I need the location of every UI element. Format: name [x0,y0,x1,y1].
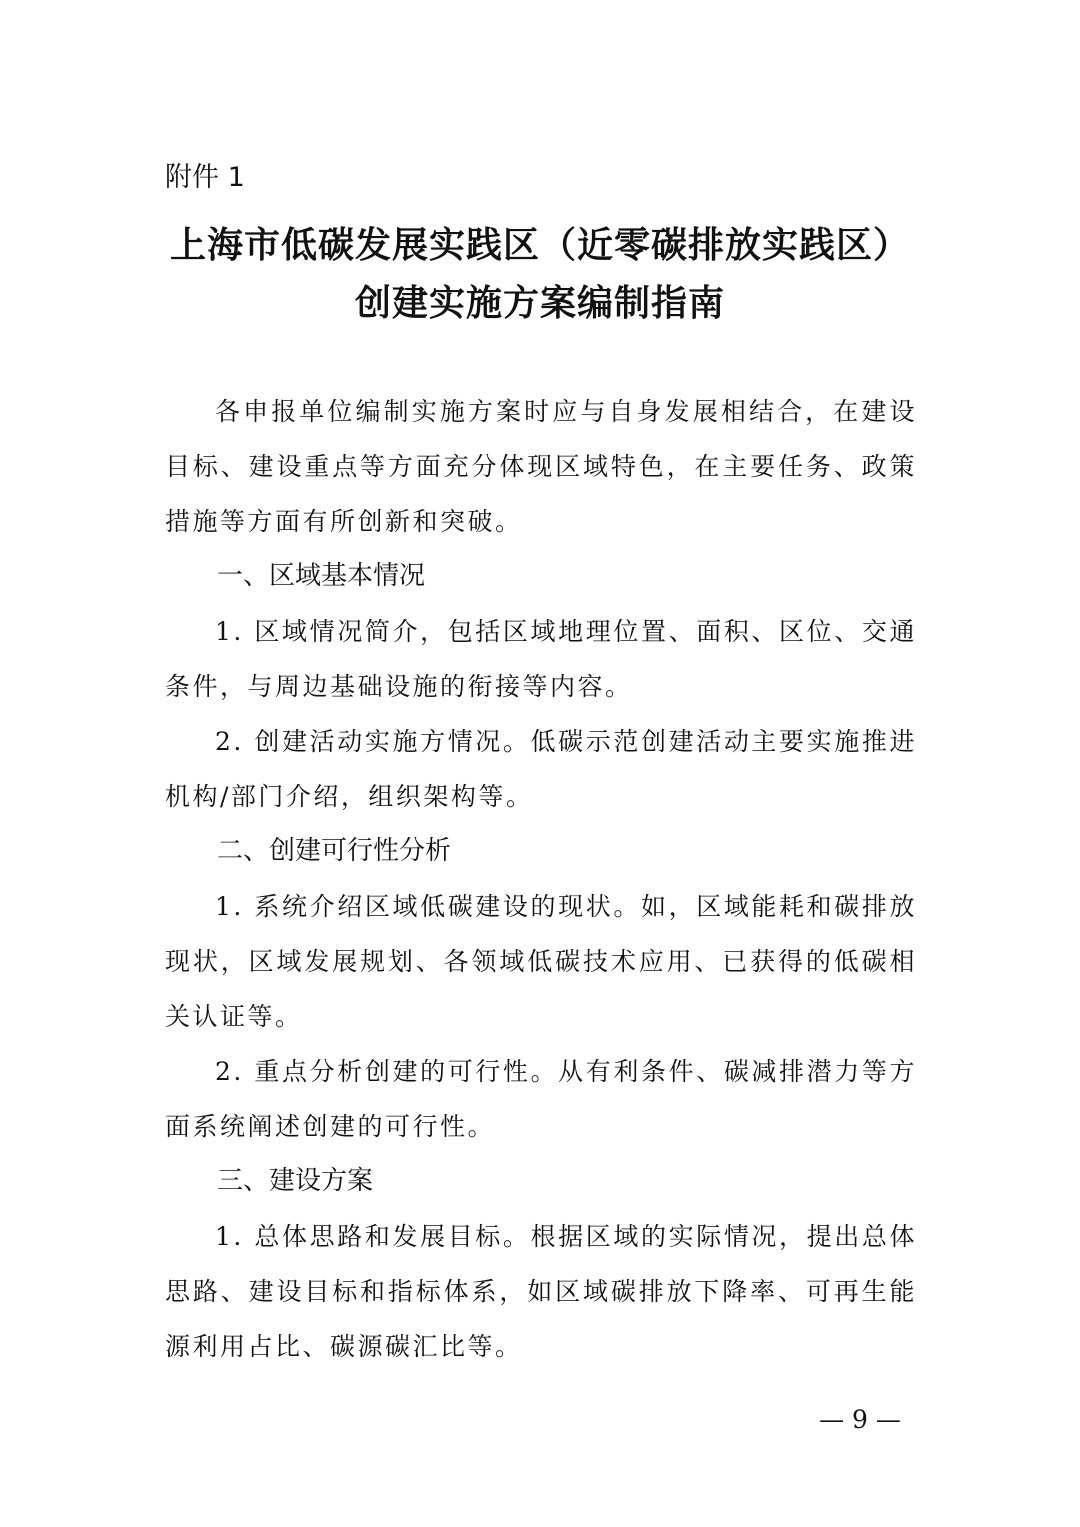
document-title [155,220,925,336]
paragraph-feasibility-analysis: 2. 重点分析创建的可行性。从有利条件、碳减排潜力等方面系统阐述创建的可行性。 [165,1057,917,1141]
attachment-label: 附件 1 [165,162,245,193]
document-title-line-2: 创建实施方案编制指南 [354,283,725,324]
paragraph-area-overview: 1. 区域情况简介，包括区域地理位置、面积、区位、交通条件，与周边基础设施的衔接等内容。 [165,617,917,701]
section-heading-construction-plan: 三、建设方案 [217,1166,374,1196]
document-title-line-1: 上海市低碳发展实践区（近零碳排放实践区） [169,225,910,266]
paragraph-implementer-info: 2. 创建活动实施方情况。低碳示范创建活动主要实施推进机构/部门介绍，组织架构等。 [165,727,917,811]
paragraph-current-status: 1. 系统介绍区域低碳建设的现状。如，区域能耗和碳排放现状，区域发展规划、各领域低碳技术应用、已获得的低碳相关认证等。 [165,892,917,1031]
paragraph-overall-goals: 1. 总体思路和发展目标。根据区域的实际情况，提出总体思路、建设目标和指标体系，如区域碳排放下降率、可再生能源利用占比、碳源碳汇比等。 [165,1222,917,1361]
intro-paragraph: 各申报单位编制实施方案时应与自身发展相结合，在建设目标、建设重点等方面充分体现区域特色，在主要任务、政策措施等方面有所创新和突破。 [165,397,917,536]
section-heading-basic-info: 一、区域基本情况 [217,561,426,591]
document-body [165,384,917,1374]
page-number: — 9 — [819,1405,901,1434]
section-heading-feasibility: 二、创建可行性分析 [217,836,452,866]
